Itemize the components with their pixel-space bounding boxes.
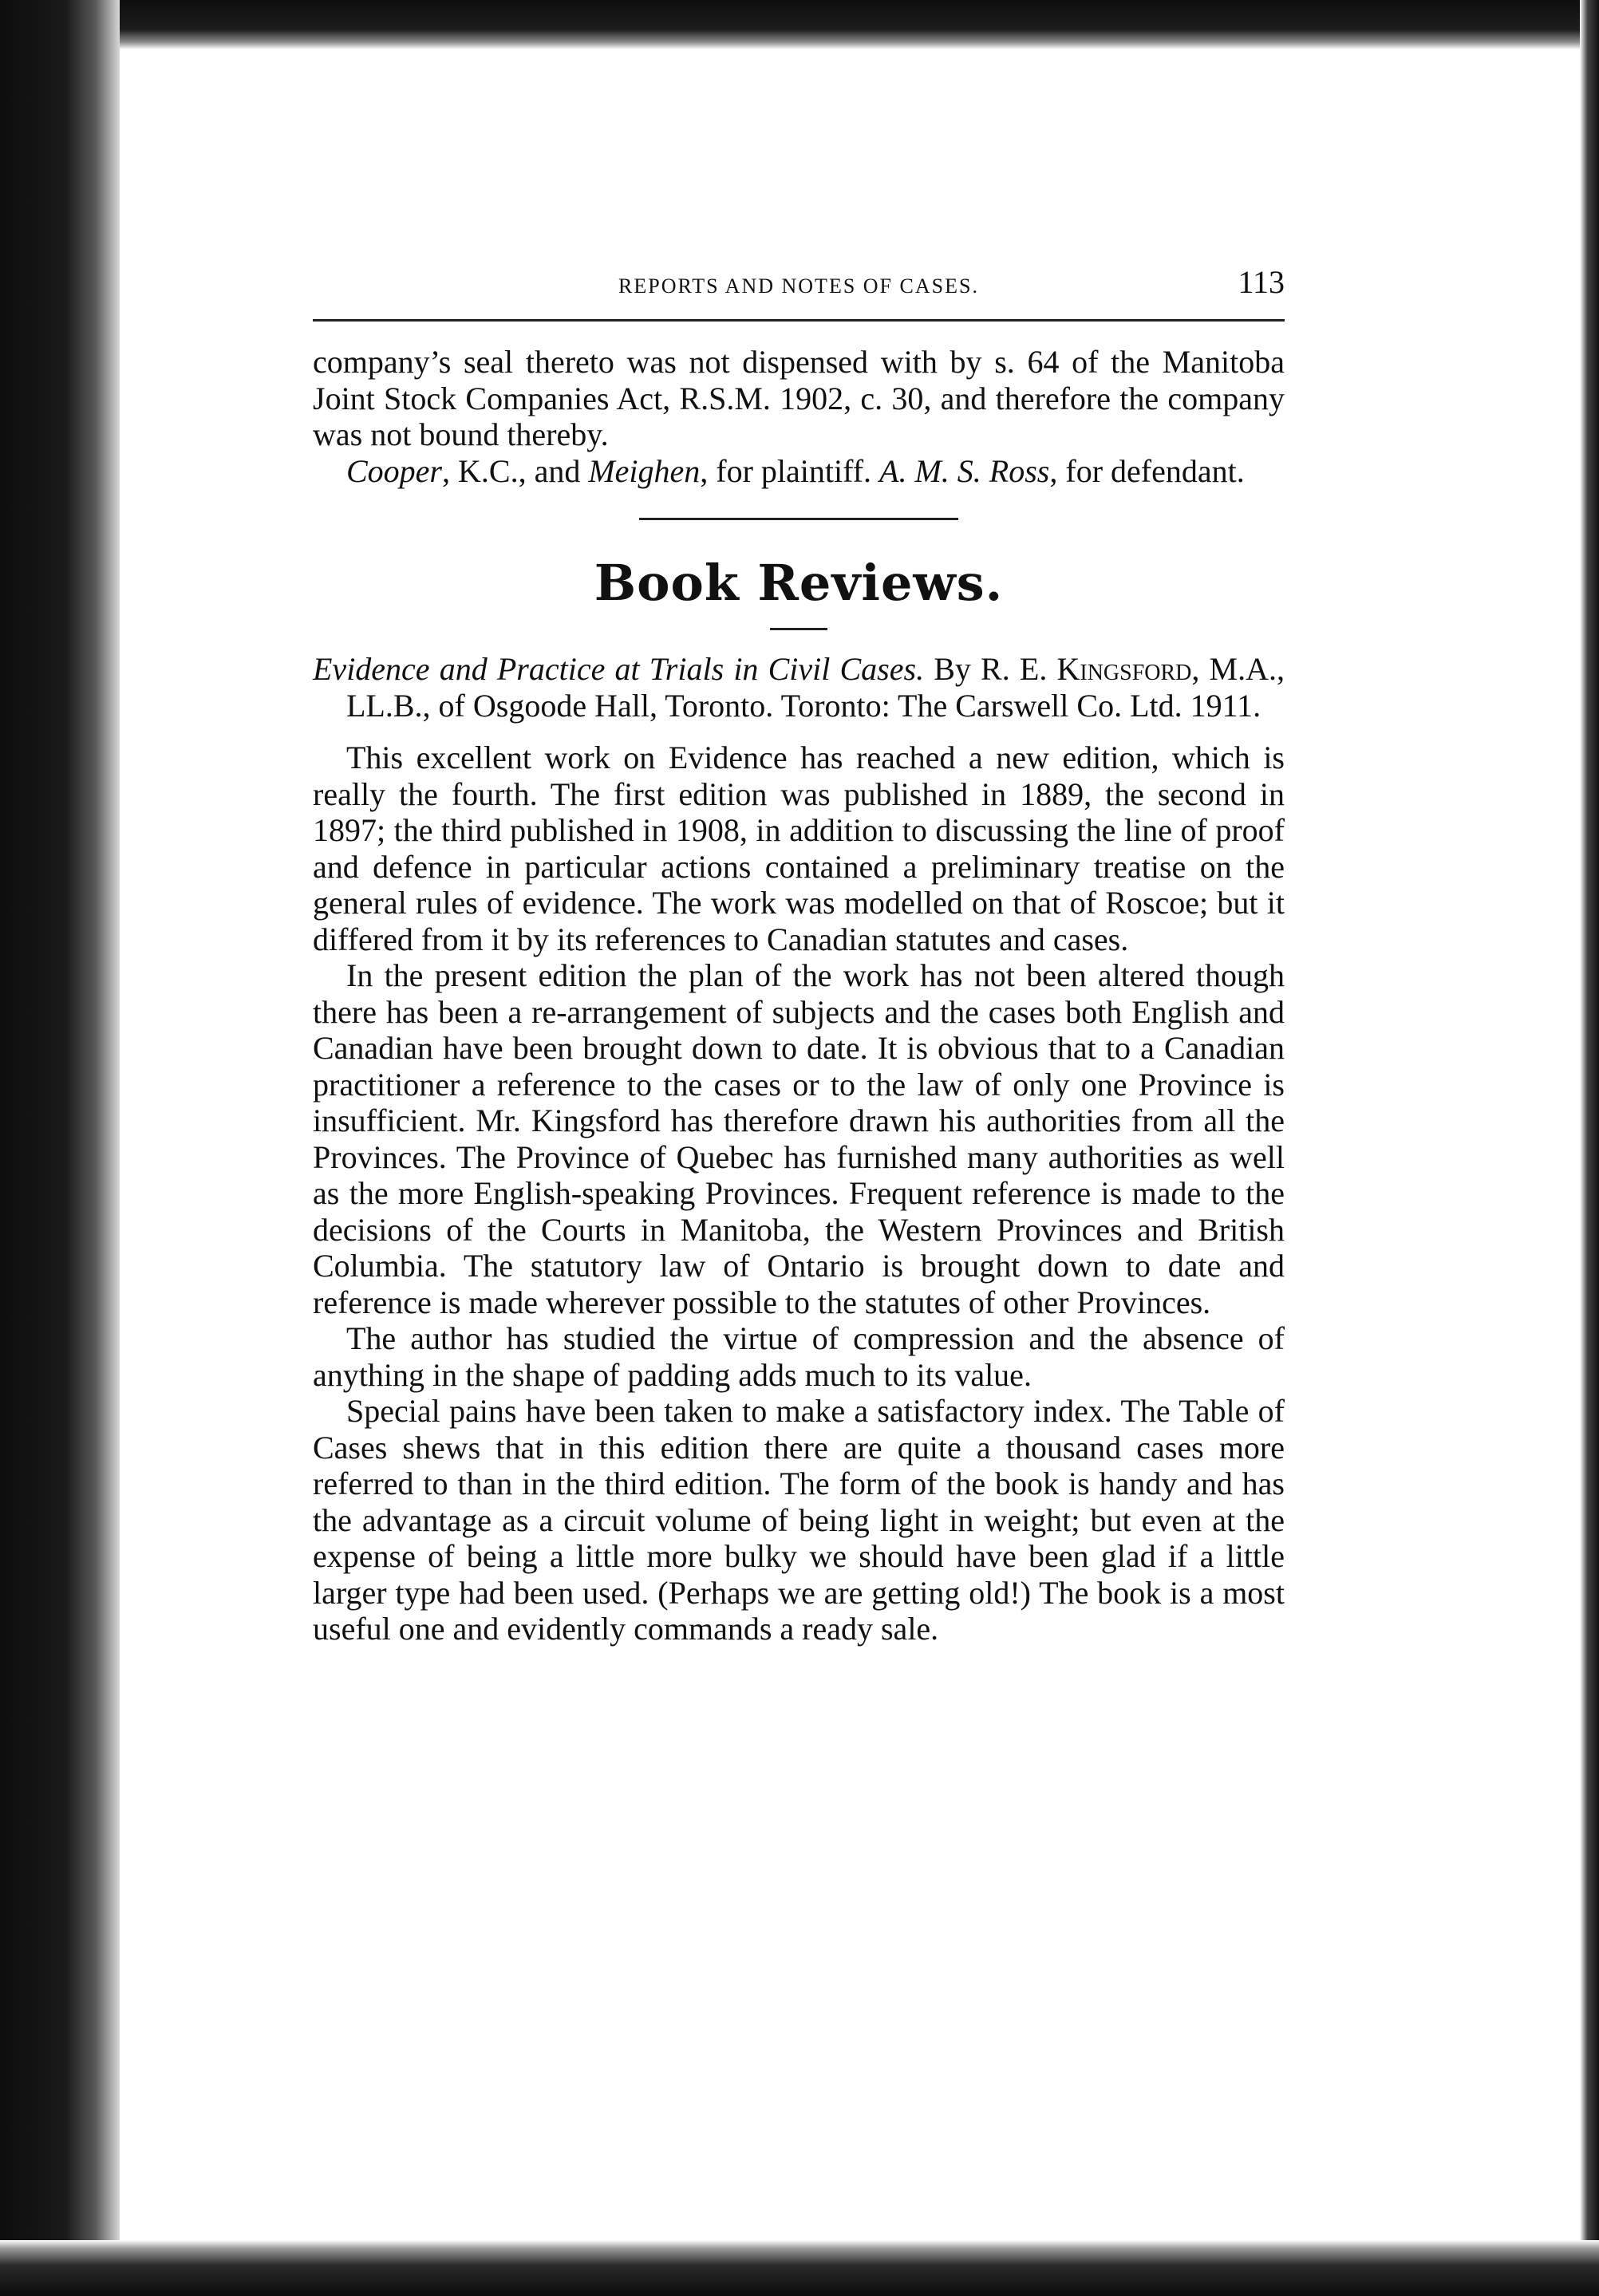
book-page bbox=[313, 263, 1285, 1647]
counsel-line bbox=[313, 453, 1285, 490]
scan-border-left bbox=[0, 0, 120, 2296]
book-title: Evidence and Practice at Trials in Civil Cases. bbox=[313, 651, 925, 687]
case-tail-paragraph: company’s seal thereto was not dispensed with by s. 64 of the Manitoba Joint Stock Companies Act, R.S.M. 1902, c. 30, and therefore the company was not bound thereby. bbox=[313, 344, 1285, 452]
author-by: By R. E. bbox=[924, 651, 1057, 687]
review-body bbox=[313, 740, 1285, 1647]
section-title: Book Reviews. bbox=[594, 554, 1004, 612]
header-rule bbox=[313, 319, 1285, 322]
review-paragraph: Special pains have been taken to make a satisfactory index. The Table of Cases shews that in this edition there are quite a thousand cases more referred to than in the third edition. The form of the book is handy and has the advantage as a circuit volume of being light in weight; but even at the expense of being a little more bulky we should have been glad if a little larger type had been used. (Perhaps we are getting old!) The book is a most useful one and evidently commands a ready sale. bbox=[313, 1393, 1285, 1647]
scan-border-top bbox=[0, 0, 1599, 49]
scan-border-bottom bbox=[0, 2240, 1599, 2296]
section-divider bbox=[639, 518, 958, 520]
page-number: 113 bbox=[1238, 264, 1285, 300]
running-title: REPORTS AND NOTES OF CASES. bbox=[618, 274, 979, 298]
plaintiff-counsel-1: Cooper bbox=[346, 452, 442, 489]
author-name: Kingsford bbox=[1056, 651, 1192, 687]
counsel-for-defendant: , for defendant. bbox=[1049, 452, 1245, 489]
title-rule bbox=[770, 628, 827, 630]
scan-border-right bbox=[1580, 0, 1599, 2296]
counsel-for-plaintiff: , for plaintiff. bbox=[700, 452, 880, 489]
book-citation bbox=[313, 651, 1285, 724]
review-paragraph: In the present edition the plan of the work has not been altered though there has been a re-arrangement of subjects and the cases both English and Canadian have been brought down to date. It is obvious that to a Canadian practitioner a reference to the cases or to the law of only one Province is insufficient. Mr. Kingsford has therefore drawn his authorities from all the Provinces. The Province of Quebec has furnished many authorities as well as the more English-speaking Provinces. Frequent reference is made to the decisions of the Courts in Manitoba, the Western Provinces and British Columbia. The statutory law of Ontario is brought down to date and reference is made wherever possible to the statutes of other Provinces. bbox=[313, 957, 1285, 1320]
author-details: , M.A., LL.B., of Osgoode Hall, Toronto. Toronto: The Carswell Co. Ltd. 1911. bbox=[346, 651, 1285, 724]
defendant-counsel: A. M. S. Ross bbox=[879, 452, 1050, 489]
review-paragraph: This excellent work on Evidence has reached a new edition, which is really the fourth. The first edition was published in 1889, the second in 1897; the third published in 1908, in addition to discussing the line of proof and defence in particular actions contained a preliminary treatise on the general rules of evidence. The work was modelled on that of Roscoe; but it differed from it by its references to Canadian statutes and cases. bbox=[313, 740, 1285, 957]
plaintiff-counsel-2: Meighen bbox=[588, 452, 701, 489]
review-paragraph: The author has studied the virtue of compression and the absence of anything in the shape of padding adds much to its value. bbox=[313, 1320, 1285, 1393]
counsel-kc: , K.C., and bbox=[442, 452, 589, 489]
running-header bbox=[313, 263, 1285, 311]
